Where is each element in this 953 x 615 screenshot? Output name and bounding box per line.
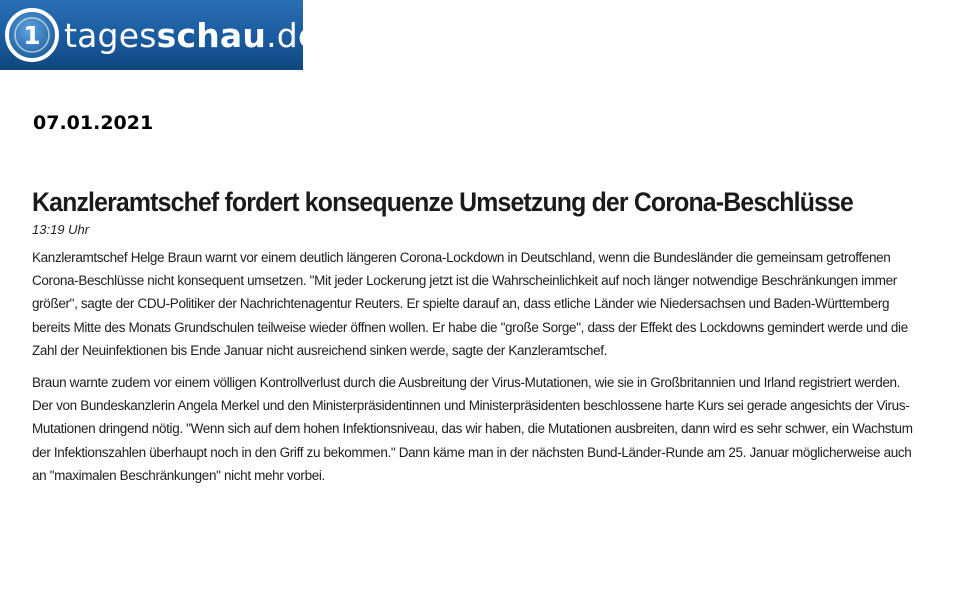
emblem-number: 1 <box>23 21 41 50</box>
logo-word-regular: tages <box>64 15 157 55</box>
logo-wordmark <box>64 15 319 55</box>
ard-one-emblem-icon <box>4 7 60 63</box>
publication-date: 07.01.2021 <box>33 112 154 134</box>
article-headline: Kanzleramtschef fordert konsequenze Umsetzung der Corona-Beschlüsse <box>32 187 854 217</box>
article-paragraph-1: Kanzleramtschef Helge Braun warnt vor einem deutlich längeren Corona-Lockdown in Deutschland, wenn die Bundesländer die gemeinsam getroffenen Corona-Beschlüsse nicht konsequent umsetzen. "Mit jeder Lockerung jetzt ist die Wahrscheinlichkeit auf noch länger notwendige Beschränkungen immer größer", sagte der CDU-Politiker der Nachrichtenagentur Reuters. Er spielte darauf an, dass etliche Länder wie Niedersachsen und Baden-Württemberg bereits Mitte des Monats Grundschulen teilweise wieder öffnen wollen. Er habe die "große Sorge", dass der Effekt des Lockdowns gemindert werde und die Zahl der Neuinfektionen bis Ende Januar nicht ausreichend sinken werde, sagte der Kanzleramtschef. <box>32 250 908 358</box>
article <box>32 184 922 487</box>
article-time: 13:19 Uhr <box>32 222 90 237</box>
tagesschau-logo[interactable] <box>0 0 319 70</box>
article-paragraph-2: Braun warnte zudem vor einem völligen Kontrollverlust durch die Ausbreitung der Virus-Mutationen, wie sie in Großbritannien und Irland registriert werden. Der von Bundeskanzlerin Angela Merkel und den Ministerpräsidentinnen und Ministerpräsidenten beschlossene harte Kurs sei gerade angesichts der Virus-Mutationen dringend nötig. "Wenn sich auf dem hohen Infektionsniveau, das wir haben, die Mutationen ausbreiten, dann wird es sehr schwer, ein Wachstum der Infektionszahlen überhaupt noch in den Griff zu bekommen." Dann käme man in der nächsten Bund-Länder-Runde am 25. Januar möglicherweise auch an "maximalen Beschränkungen" nicht mehr vorbei. <box>32 375 913 483</box>
logo-word-suffix: .de <box>266 15 319 55</box>
logo-word-bold: schau <box>156 15 267 55</box>
